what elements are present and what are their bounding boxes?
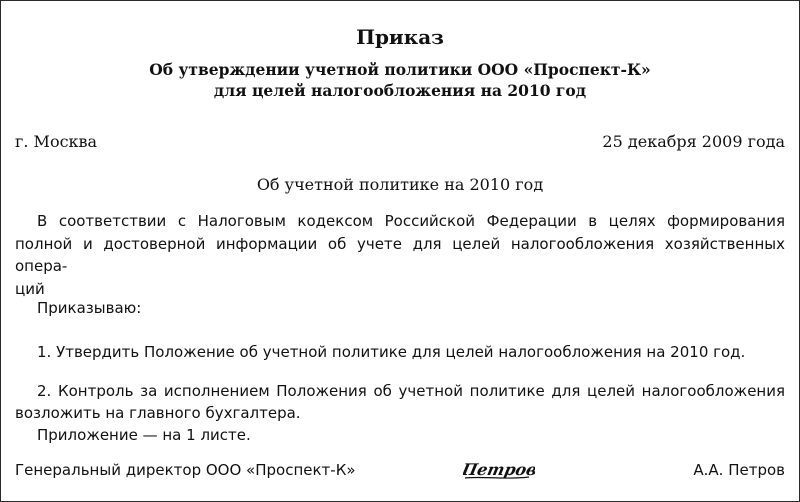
document-subtitle-line2: для целей налогообложения на 2010 год xyxy=(213,81,587,100)
signatory-name: А.А. Петров xyxy=(693,461,785,479)
signatory-position: Генеральный директор ООО «Проспект-К» xyxy=(15,461,356,479)
preamble-line3: ций xyxy=(15,279,45,298)
order-word: Приказываю: xyxy=(37,299,142,317)
order-item-2-line2: возложить на главного бухгалтера. xyxy=(15,404,301,422)
preamble-line1: В соответствии с Налоговым кодексом Российской Федерации в целях формирования xyxy=(37,212,785,230)
svg-text:Петров: Петров xyxy=(463,460,535,479)
document-city: г. Москва xyxy=(15,132,98,151)
document-date: 25 декабря 2009 года xyxy=(602,132,785,151)
preamble-line2: полной и достоверной информации об учете для целей налогообложения хозяйственных опера- xyxy=(15,234,785,275)
order-item-1: 1. Утвердить Положение об учетной политике для целей налогообложения на 2010 год. xyxy=(37,343,746,361)
order-heading: Об учетной политике на 2010 год xyxy=(256,175,544,194)
document-subtitle-line1: Об утверждении учетной политики ООО «Проспект-К» xyxy=(149,60,651,79)
annex-note: Приложение — на 1 листе. xyxy=(37,426,251,444)
preamble-paragraph xyxy=(15,210,785,300)
document-title: Приказ xyxy=(356,25,444,49)
handwritten-signature xyxy=(463,457,535,487)
signature-icon xyxy=(463,457,535,483)
order-item-2-line1: 2. Контроль за исполнением Положения об учетной политике для целей налогообложения xyxy=(37,382,785,400)
